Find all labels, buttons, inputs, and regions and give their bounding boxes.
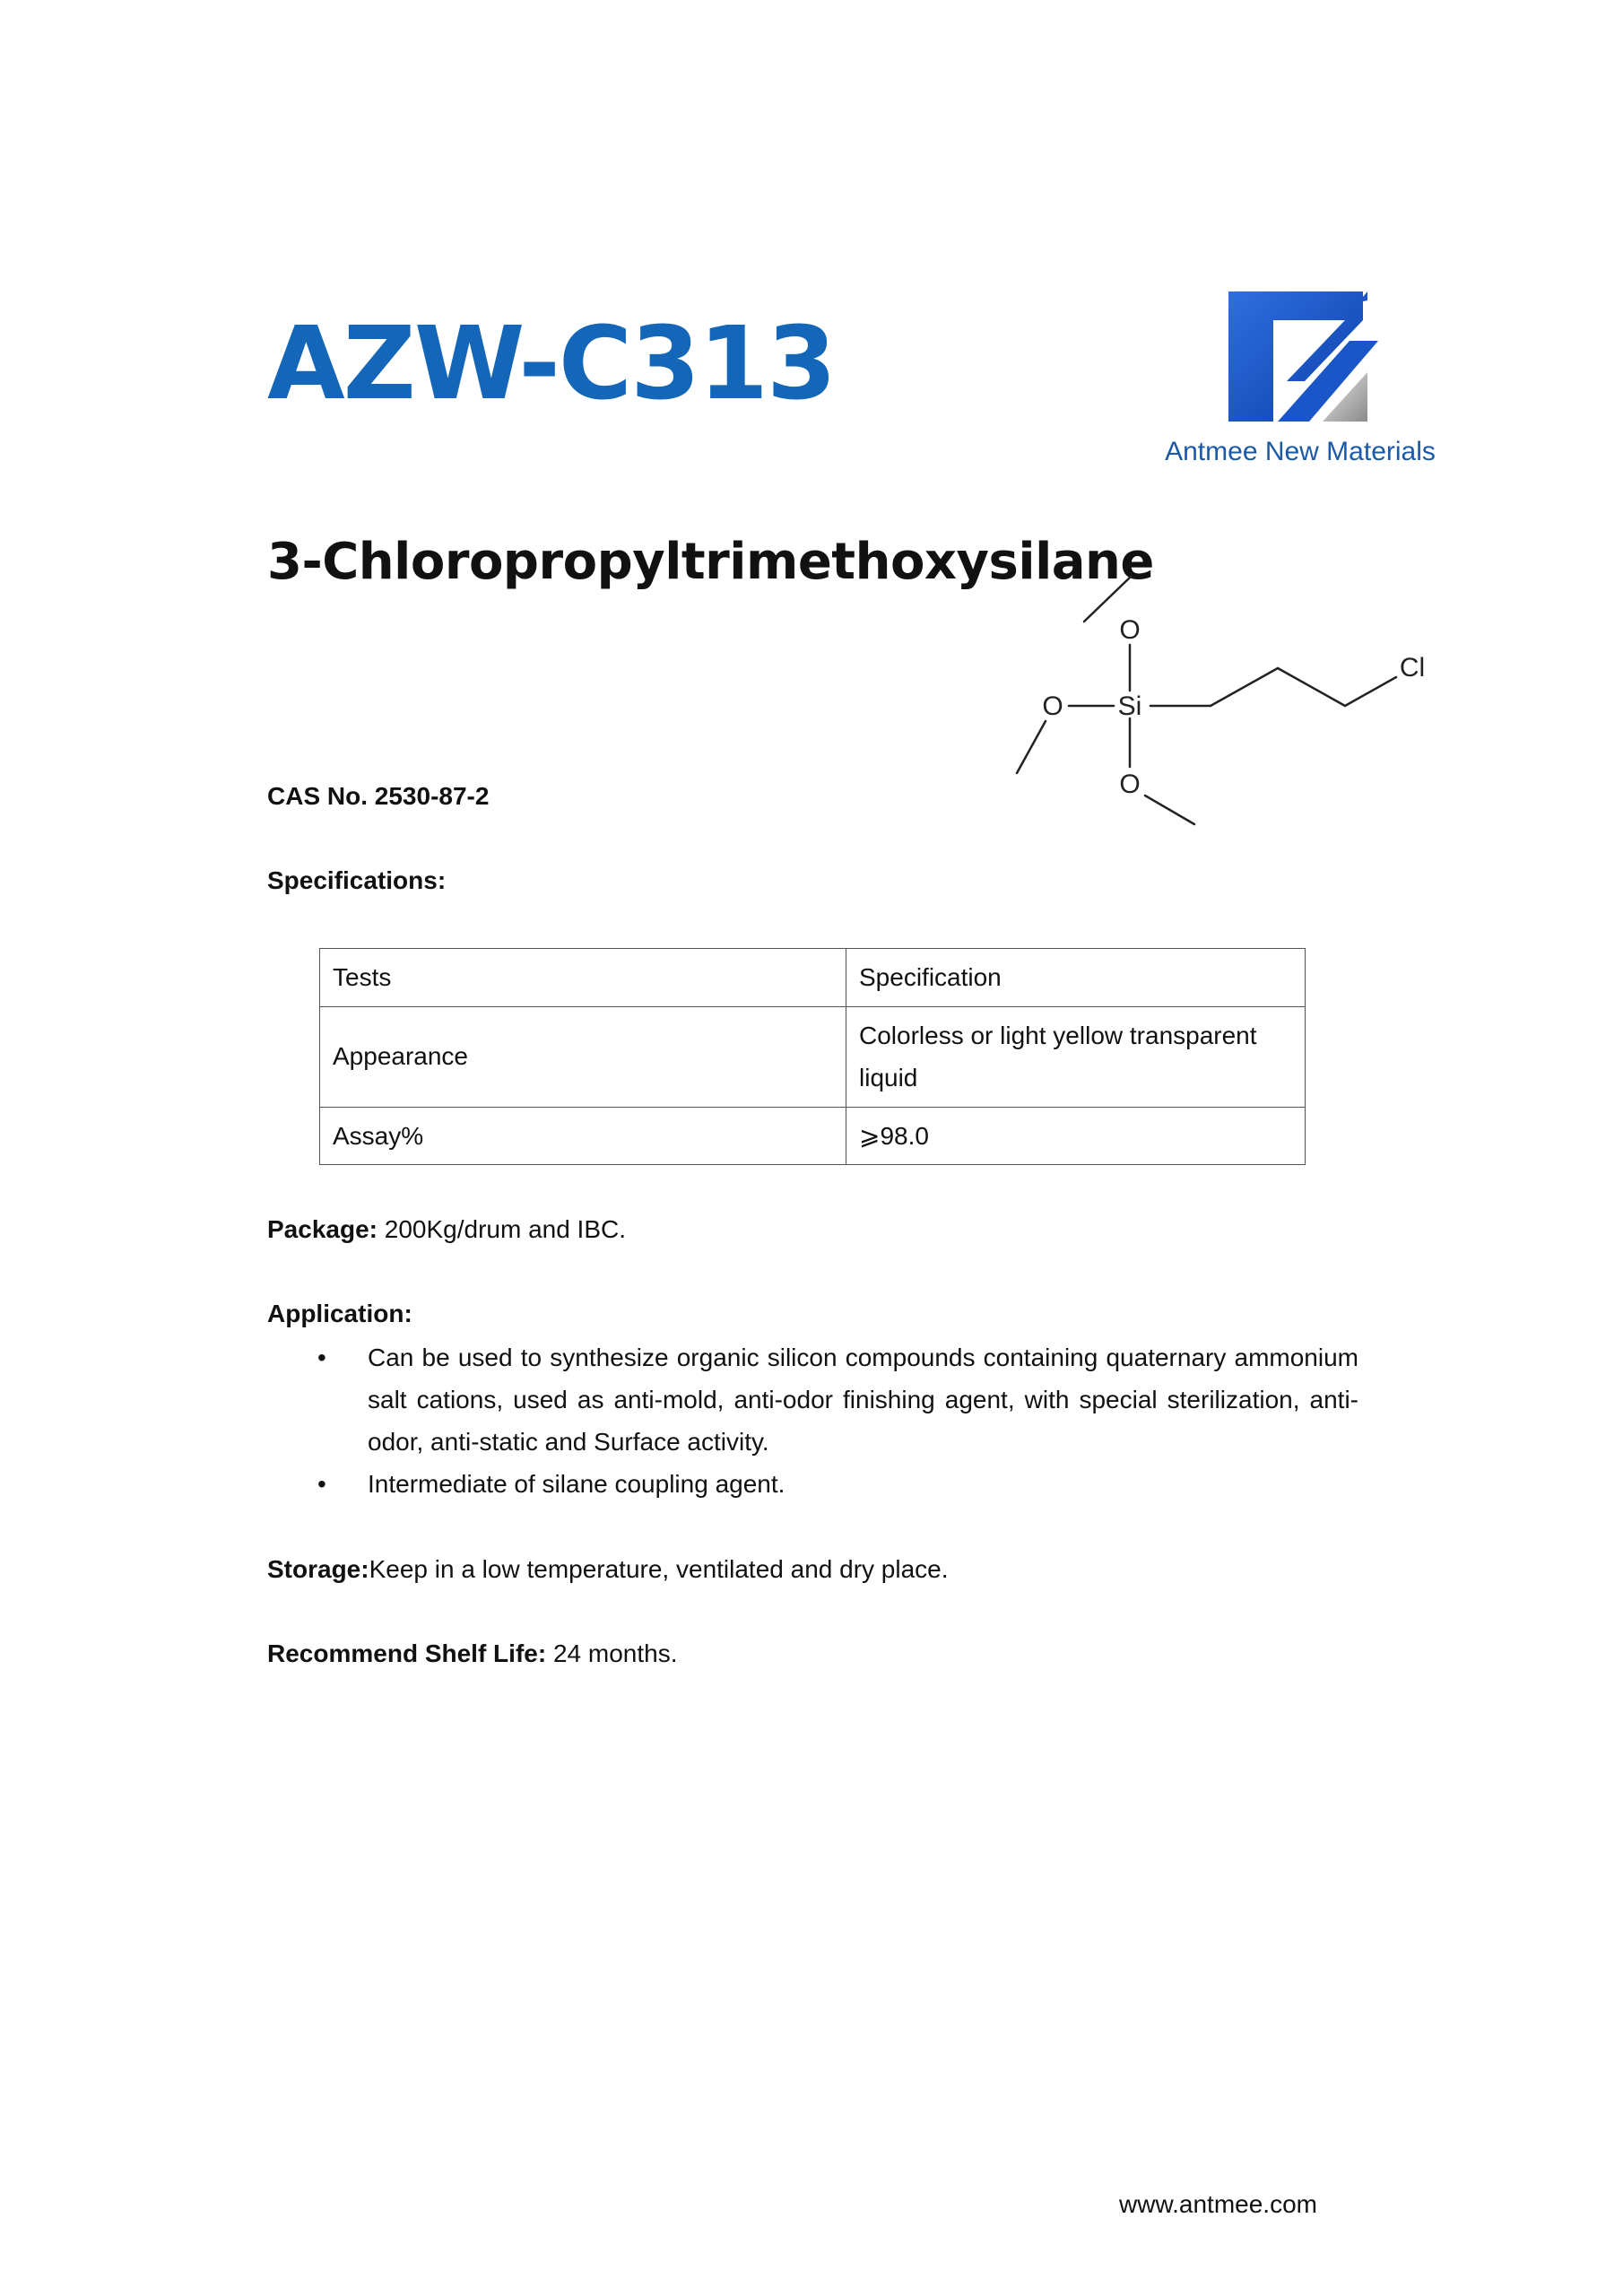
bond-c3-cl [1345, 677, 1396, 706]
footer-website: www.antmee.com [1119, 2190, 1317, 2218]
atom-oxygen-bottom: O [1119, 770, 1141, 799]
storage-value: Keep in a low temperature, ventilated and dry place. [369, 1555, 949, 1583]
table-row [320, 1107, 1306, 1165]
table-header-cell: Tests [320, 949, 846, 1007]
cas-number: CAS No. 2530-87-2 [267, 782, 490, 810]
table-cell: Colorless or light yellow transparent liquid [846, 1006, 1306, 1107]
table-header-row [320, 949, 1306, 1007]
company-name: Antmee New Materials [1165, 437, 1436, 466]
storage-label: Storage: [267, 1555, 369, 1583]
bullet-icon: • [317, 1344, 326, 1371]
atom-chlorine: Cl [1399, 653, 1426, 683]
shelf-life-line [267, 1639, 677, 1669]
table-cell: ⩾98.0 [846, 1107, 1306, 1165]
atom-oxygen-top: O [1119, 615, 1141, 645]
package-value: 200Kg/drum and IBC. [377, 1215, 627, 1243]
bond-methyl-bottom [1145, 796, 1194, 824]
product-code-title: AZW-C313 [267, 306, 835, 422]
table-cell: Assay% [320, 1107, 846, 1165]
company-logo [1143, 247, 1457, 507]
list-item [314, 1463, 1358, 1505]
table-row [320, 1006, 1306, 1107]
bond-methyl-left [1017, 721, 1046, 773]
bond-c1-c2 [1211, 668, 1278, 706]
shelf-life-value: 24 months. [546, 1639, 678, 1667]
table-cell: Appearance [320, 1006, 846, 1107]
specifications-table [319, 948, 1306, 1165]
package-line [267, 1214, 626, 1245]
chemical-structure-diagram [1004, 565, 1453, 843]
list-item [314, 1336, 1358, 1463]
bond-c2-c3 [1278, 668, 1345, 706]
storage-line [267, 1554, 949, 1585]
list-item-text: Can be used to synthesize organic silicon compounds containing quaternary ammonium salt cations, used as anti-mold, anti-odor finishing agent, with special sterilization, anti-odor, anti-static and Surface activity. [368, 1344, 1358, 1456]
chemical-name: 3-Chloropropyltrimethoxysilane [267, 533, 1154, 591]
list-item-text: Intermediate of silane coupling agent. [368, 1470, 785, 1498]
atom-silicon: Si [1117, 691, 1142, 721]
table-header-cell: Specification [846, 949, 1306, 1007]
shelf-life-label: Recommend Shelf Life: [267, 1639, 547, 1667]
antmee-logo-icon [1143, 247, 1457, 435]
application-heading: Application: [267, 1300, 412, 1327]
package-label: Package: [267, 1215, 378, 1243]
application-list [314, 1336, 1358, 1505]
atom-oxygen-left: O [1042, 691, 1063, 721]
specifications-heading: Specifications: [267, 866, 447, 894]
bullet-icon: • [317, 1470, 326, 1498]
